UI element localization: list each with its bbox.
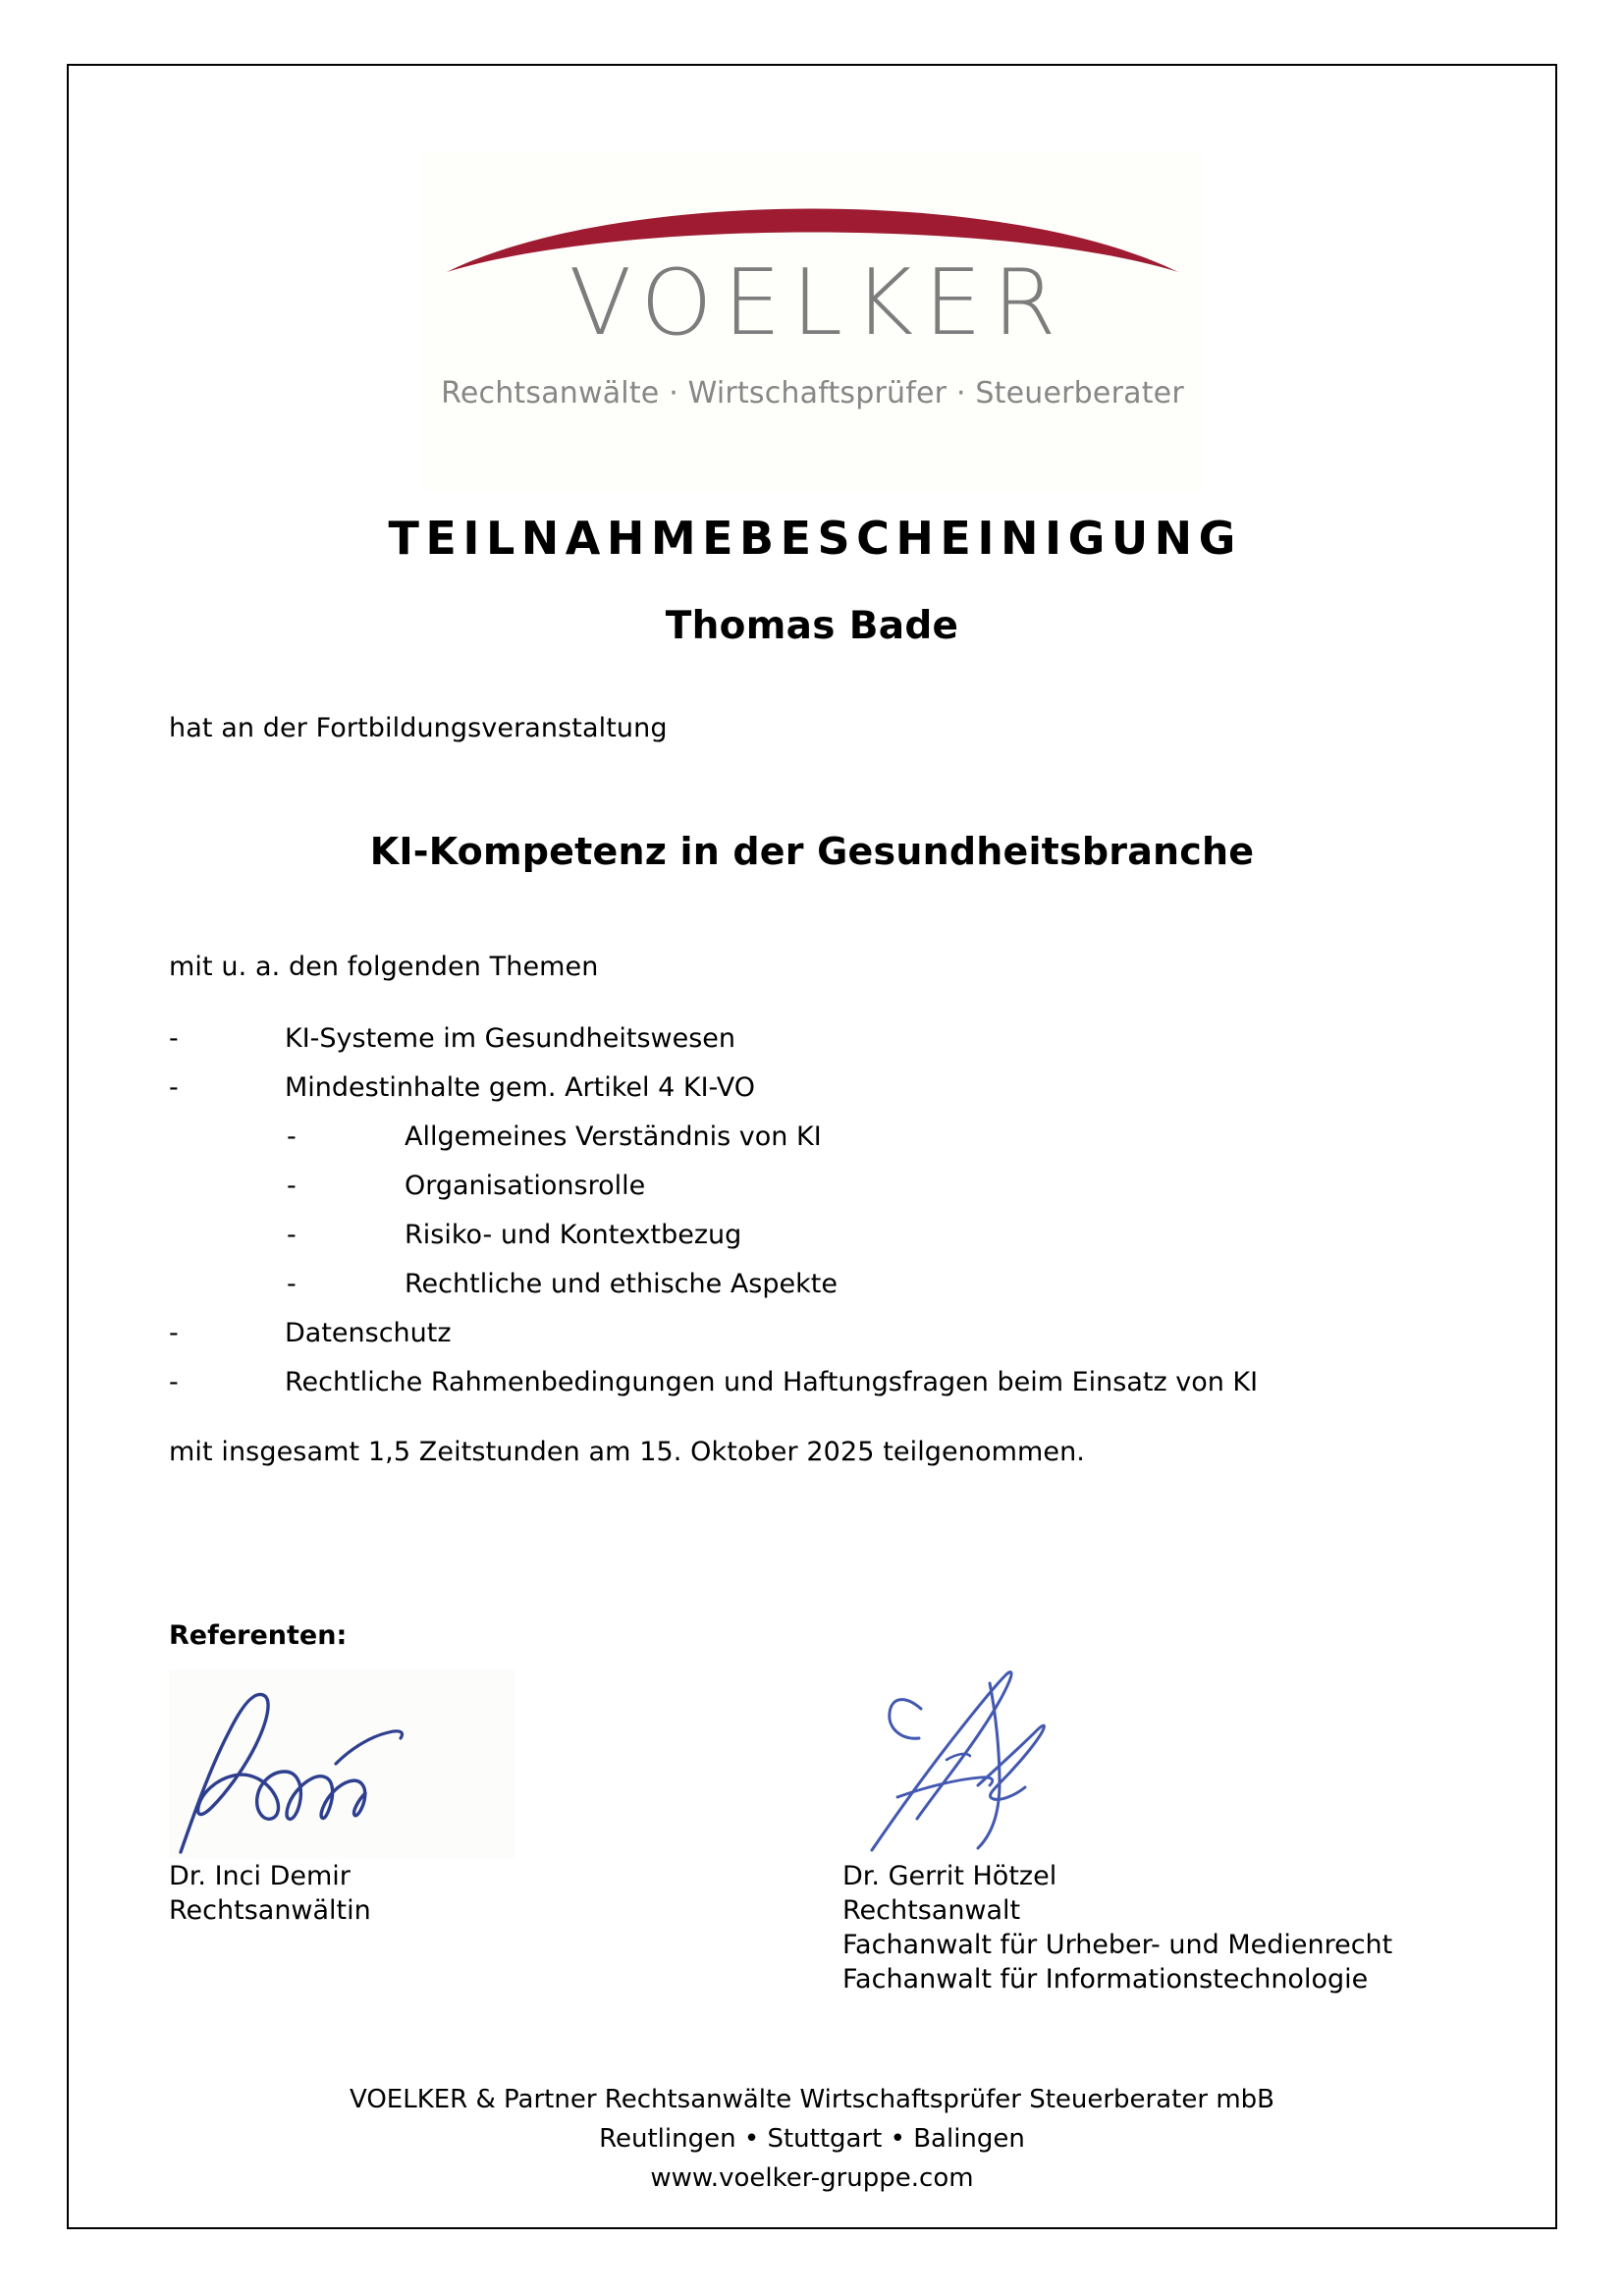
signatory-title: Rechtsanwalt: [842, 1895, 1021, 1926]
logo-wordmark: VOELKER: [568, 249, 1067, 355]
page-title: TEILNAHMEBESCHEINIGUNG: [388, 512, 1242, 565]
footer-website[interactable]: www.voelker-gruppe.com: [650, 2163, 974, 2193]
logo-tagline: Rechtsanwälte · Wirtschaftsprüfer · Steuerberater: [441, 376, 1184, 410]
topic-item: [169, 1072, 1445, 1121]
footer-firm-name: VOELKER & Partner Rechtsanwälte Wirtschaftsprüfer Steuerberater mbB: [349, 2085, 1274, 2114]
topic-item: [169, 1121, 1445, 1171]
signature-names-left: [169, 1859, 522, 1928]
signatory-name: Dr. Inci Demir: [169, 1861, 351, 1891]
footer: [0, 2080, 1624, 2198]
topic-label: Allgemeines Verständnis von KI: [405, 1121, 822, 1152]
bullet-marker: -: [287, 1121, 297, 1152]
signatory-name: Dr. Gerrit Hötzel: [842, 1861, 1057, 1891]
summary-line: mit insgesamt 1,5 Zeitstunden am 15. Oktober 2025 teilgenommen.: [169, 1437, 1085, 1467]
referenten-label: Referenten:: [169, 1620, 348, 1651]
topic-item: [169, 1318, 1445, 1367]
bullet-marker: -: [287, 1220, 297, 1250]
topic-label: Organisationsrolle: [405, 1171, 646, 1201]
signature-names-right: [842, 1859, 1471, 1996]
topic-item: [169, 1220, 1445, 1269]
course-title: KI-Kompetenz in der Gesundheitsbranche: [369, 830, 1255, 873]
bullet-marker: -: [169, 1367, 179, 1397]
topics-intro-line: mit u. a. den folgenden Themen: [169, 952, 599, 982]
company-logo: [422, 152, 1203, 491]
intro-line: hat an der Fortbildungsveranstaltung: [169, 713, 668, 743]
topic-label: Rechtliche Rahmenbedingungen und Haftungsfragen beim Einsatz von KI: [285, 1367, 1259, 1397]
topic-item: [169, 1269, 1445, 1318]
topics-list: [169, 1023, 1445, 1416]
topic-label: Mindestinhalte gem. Artikel 4 KI-VO: [285, 1072, 755, 1103]
bullet-marker: -: [287, 1269, 297, 1299]
recipient-name: Thomas Bade: [665, 604, 959, 648]
topic-label: Datenschutz: [285, 1318, 452, 1348]
bullet-marker: -: [169, 1318, 179, 1348]
signature-block-left: [169, 1669, 522, 1928]
signature-block-right: [842, 1640, 1471, 1996]
signatory-specialization: Fachanwalt für Urheber- und Medienrecht: [842, 1930, 1393, 1960]
footer-locations: Reutlingen • Stuttgart • Balingen: [599, 2124, 1025, 2154]
bullet-marker: -: [169, 1072, 179, 1103]
topic-item: [169, 1171, 1445, 1220]
topic-item: [169, 1023, 1445, 1072]
topic-label: Risiko- und Kontextbezug: [405, 1220, 742, 1250]
bullet-marker: -: [287, 1171, 297, 1201]
topic-label: KI-Systeme im Gesundheitswesen: [285, 1023, 735, 1054]
signatory-title: Rechtsanwältin: [169, 1895, 371, 1926]
signature-image-demir: [169, 1669, 514, 1859]
topic-item: [169, 1367, 1445, 1416]
bullet-marker: -: [169, 1023, 179, 1054]
signature-image-hoetzel: [842, 1640, 1166, 1859]
signatory-specialization: Fachanwalt für Informationstechnologie: [842, 1964, 1369, 1995]
topic-label: Rechtliche und ethische Aspekte: [405, 1269, 838, 1299]
